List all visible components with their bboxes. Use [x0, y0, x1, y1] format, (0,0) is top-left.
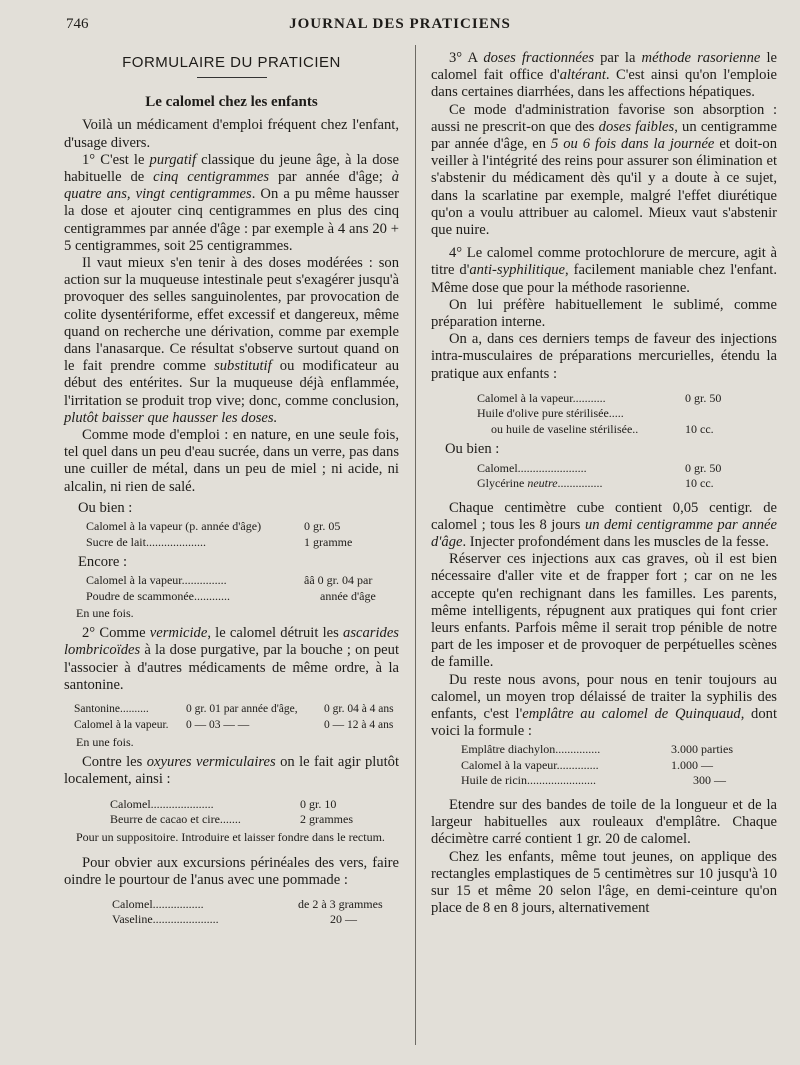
article-title: Le calomel chez les enfants — [145, 94, 318, 111]
table-row: Sucre de lait.................... 1 gramme — [86, 534, 353, 549]
table-row: Glycérine neutre............... 10 cc. — [477, 476, 714, 491]
right-column — [431, 50, 777, 917]
table-row: Huile d'olive pure stérilisée..... — [477, 406, 624, 421]
paragraph: Il vaut mieux s'en tenir à des doses modérées : son action sur la muqueuse intestinale peut s'exagérer jusqu'à provoquer des selles sanguinolentes, par provocation de colite dysentériforme, effet excessif et dangereux, même quand on recherche une dérivation, comme par exemple dans l'anasarque. Ce résultat s'observe surtout quand on le fait prendre comme substitutif ou modificateur au début des entérites. Sur la muqueuse déjà enflammée, l'irritation se produit trop vive; donc, comme conclusion, plutôt baisser que hausser les doses. — [64, 255, 400, 426]
page-header — [0, 16, 800, 38]
prescription-table — [86, 519, 352, 550]
table-row: Calomel à la vapeur. 0 — 03 — — 0 — 12 à 4 ans — [74, 718, 394, 731]
paragraph: Chaque centimètre cube contient 0,05 centigr. de calomel ; tous les 8 jours un demi centigramme par année d'âge. Injecter profondément dans les muscles de la fesse. — [431, 499, 777, 550]
table-row: Santonine.......... 0 gr. 01 par année d'âge, 0 gr. 04 à 4 ans — [74, 703, 394, 716]
left-column — [64, 50, 399, 930]
prescription-table — [461, 742, 733, 789]
table-row: Calomel..................... 0 gr. 10 — [110, 796, 337, 811]
prescription-table — [74, 702, 394, 733]
prescription-table — [110, 797, 353, 828]
paragraph: Ce mode d'administration favorise son absorption : aussi ne prescrit-on que des doses faibles, un centigramme par année d'âge, en 5 ou 6 fois dans la journée et doit-on veiller à l'intégrité des reins pour assurer son élimination et s'abstenir du médicament dès qu'il y a doute à ce sujet, dans la scarlatine par exemple, malgré l'effet diurétique qu'on a voulu attribuer au calomel. Mieux vaut s'abstenir que nuire. — [431, 101, 777, 239]
table-row: Vaseline...................... 20 — — [112, 912, 357, 927]
table-row: Poudre de scammonée............ année d'âge — [86, 588, 376, 603]
paragraph: Pour obvier aux excursions périnéales des vers, faire oindre le pourtour de l'anus avec une pommade : — [64, 854, 399, 888]
paragraph: Réserver ces injections aux cas graves, où il est bien nécessaire d'aller vite et de frapper fort ; car on ne les accepte qu'en rechignant dans les familles. Les parents, même intelligents, répugnent aux pratiques qui font crier leurs enfants. Parfois même il serait trop pénible de notre part de les imposer et de provoquer de perpétuelles scènes de famille. — [431, 551, 777, 671]
prescription-table — [86, 573, 376, 604]
paragraph: Contre les oxyures vermiculaires on le fait agir plutôt localement, ainsi : — [64, 754, 399, 788]
paragraph: 4° Le calomel comme protochlorure de mercure, agit à titre d'anti-syphilitique, facilement maniable chez l'enfant. Même dose que pour la méthode rasorienne. — [431, 245, 777, 296]
paragraph: Comme mode d'emploi : en nature, en une seule fois, tel quel dans un peu d'eau sucrée, dans un verre, pas dans une cuiller de métal, dans un peu de miel ; ni acide, ni alcalin, ni rien de salé. — [64, 427, 399, 495]
paragraph: 1° C'est le purgatif classique du jeune âge, à la dose habituelle de cinq centigrammes par année d'âge; à quatre ans, vingt centigrammes. On a pu même hausser la dose et ajouter cinq centigrammes en plus des cinq centigrammes par année d'âge : par exemple à 4 ans 20 + 5 centigrammes, soit 25 centigrammes. — [64, 151, 400, 254]
paragraph: Voilà un médicament d'emploi fréquent chez l'enfant, d'usage divers. — [64, 117, 399, 151]
table-row: Calomel à la vapeur........... 0 gr. 50 — [477, 390, 722, 405]
table-row: Calomel à la vapeur.............. 1.000 — — [461, 757, 713, 772]
prescription-table — [477, 391, 721, 438]
paragraph: Chez les enfants, même tout jeunes, on applique des rectangles emplastiques de 5 centimètres sur 10 jusqu'à 10 sur 15 et même 20 selon l'âge, en demi-ceinture qu'on place de 8 en 8 jours, alternativement — [431, 848, 777, 917]
column-divider — [415, 45, 416, 1045]
paragraph: On a, dans ces derniers temps de faveur des injections intra-musculaires de préparations mercurielles, étendu la pratique aux enfants : — [431, 331, 777, 382]
table-row: Emplâtre diachylon............... 3.000 parties — [461, 742, 733, 757]
table-row: Beurre de cacao et cire....... 2 grammes — [110, 812, 353, 826]
prescription-note: En une fois. — [76, 606, 134, 621]
table-row: Calomel à la vapeur............... ââ 0 gr. 04 par — [86, 573, 373, 588]
title-rule — [197, 77, 267, 78]
table-row: Calomel................. de 2 à 3 grammes — [112, 896, 383, 911]
prescription-note: En une fois. — [76, 735, 134, 750]
ou-bien-label: Ou bien : — [445, 441, 500, 458]
table-row: Huile de ricin....................... 300 — — [461, 773, 726, 788]
paragraph: 2° Comme vermicide, le calomel détruit les ascarides lombricoïdes à la dose purgative, par la bouche ; on peut l'associer à d'autres médicaments de même ordre, à la santonine. — [64, 625, 399, 693]
table-row: Calomel....................... 0 gr. 50 — [477, 460, 722, 475]
table-row: ou huile de vaseline stérilisée.. 10 cc. — [491, 421, 714, 436]
table-row: Calomel à la vapeur (p. année d'âge) 0 gr. 05 — [86, 519, 341, 534]
ou-bien-label: Ou bien : — [78, 499, 133, 516]
page-number: 746 — [66, 16, 89, 32]
prescription-note: Pour un suppositoire. Introduire et laisser fondre dans le rectum. — [76, 829, 385, 844]
prescription-table — [112, 897, 383, 928]
journal-title: JOURNAL DES PRATICIENS — [289, 16, 511, 32]
paragraph: Etendre sur des bandes de toile de la longueur et de la largeur habituelles aux rouleaux d'emplâtre. Chaque décimètre carré contient 1 gr. 20 de calomel. — [431, 796, 777, 848]
encore-label: Encore : — [78, 554, 128, 571]
paragraph: 3° A doses fractionnées par la méthode rasorienne le calomel fait office d'altérant. C'est ainsi qu'on l'emploie dans certaines diarrhées, dans les affections hépatiques. — [431, 50, 778, 101]
paragraph: Du reste nous avons, pour nous en tenir toujours au calomel, un moyen trop délaissé de traiter la syphilis des enfants, c'est l'emplâtre au calomel de Quinquaud, dont voici la formule : — [431, 671, 777, 740]
prescription-table — [477, 461, 721, 492]
section-title: FORMULAIRE DU PRATICIEN — [122, 54, 341, 71]
paragraph: On lui préfère habituellement le sublimé, comme préparation interne. — [431, 296, 777, 331]
